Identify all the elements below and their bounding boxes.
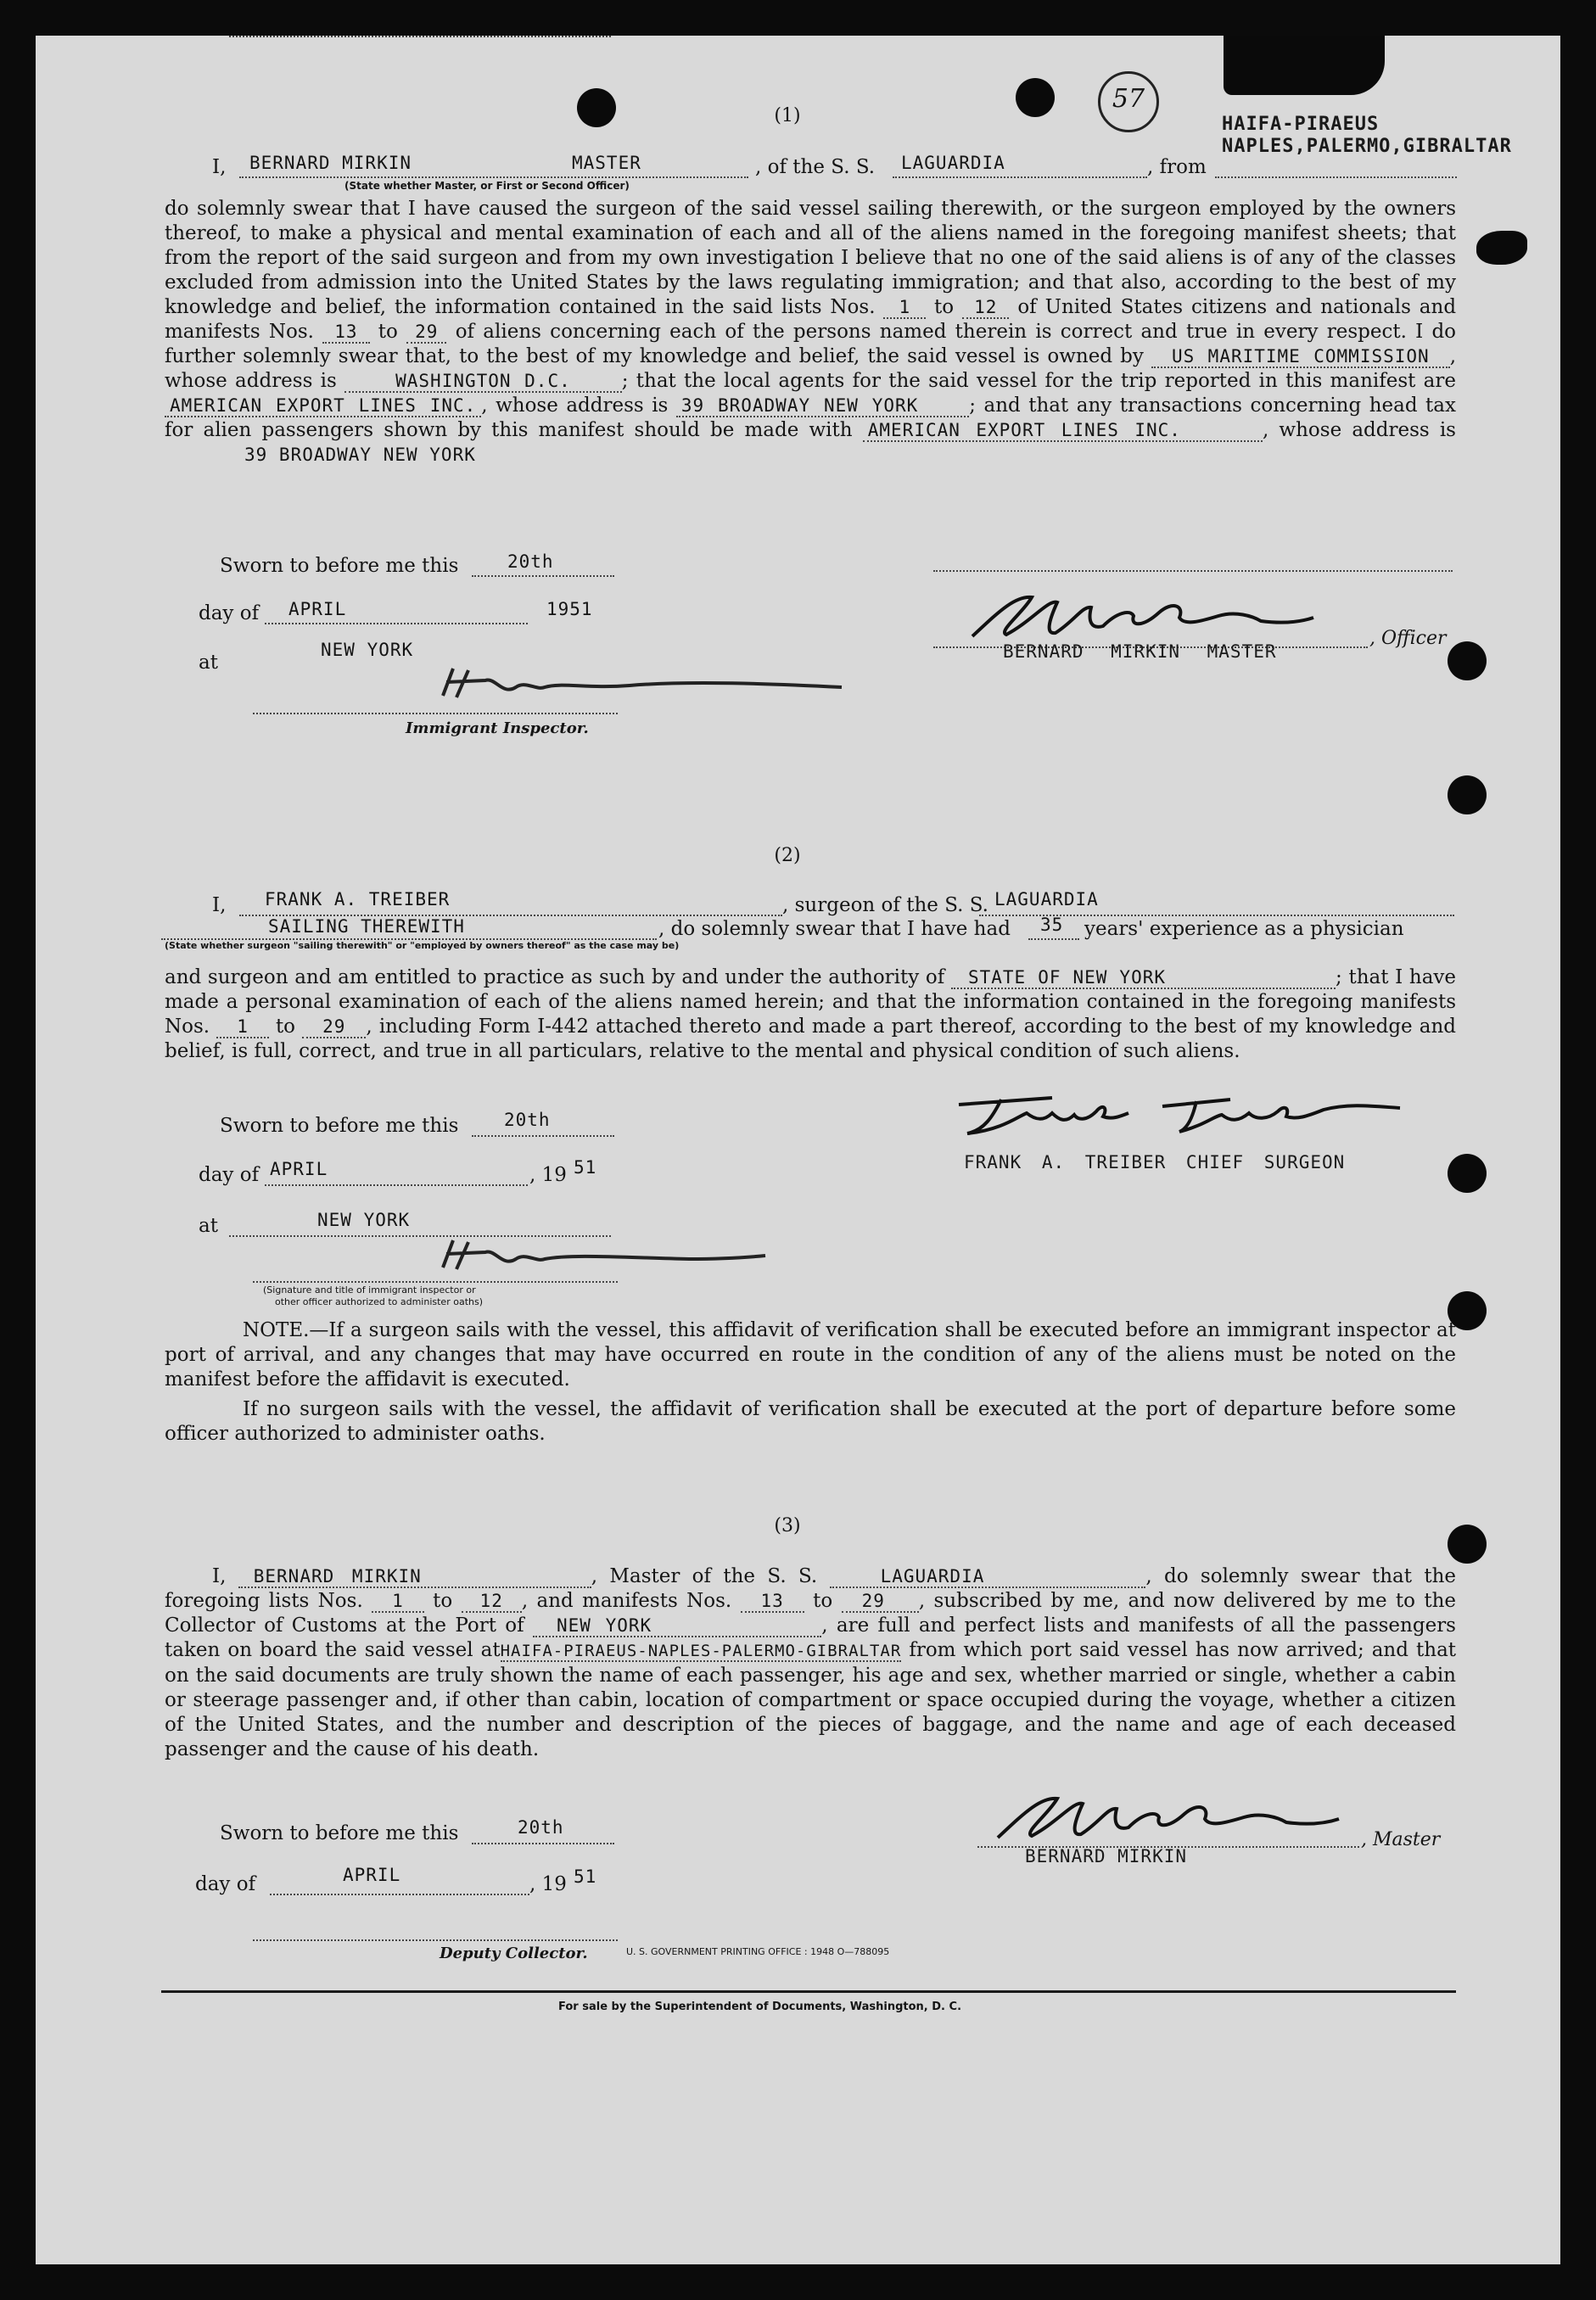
s3-master-name: BERNARD MIRKIN [238,1566,591,1588]
s2-to-label: to [275,1016,296,1038]
s2-authority: STATE OF NEW YORK [951,967,1336,989]
s1-inspector-line [253,713,618,714]
s2-para-a: and surgeon and am entitled to practice as such by and under the authority of [165,966,945,988]
s3-collector-caption: Deputy Collector. [440,1945,588,1962]
ink-blot-right [1476,231,1527,265]
s2-year-suffix: 51 [574,1157,597,1178]
s1-headtax-address: 39 BROADWAY NEW YORK [244,445,476,465]
section-1-heading: (1) [774,105,801,126]
s3-year-prefix: , 19 [529,1873,567,1895]
s2-vessel: LAGUARDIA [994,889,1099,909]
page-number-stamp [1098,71,1159,132]
s1-officer-name: BERNARD MIRKIN [249,153,412,173]
route-header-line1: HAIFA-PIRAEUS [1222,114,1380,135]
s2-sworn-day: 20th [504,1110,551,1130]
s1-whose-address-label: , whose address is [165,345,1456,392]
s3-lists-from: 1 [372,1591,424,1613]
s1-sworn-line [472,575,614,577]
s3-master-caption: , Master [1361,1829,1441,1850]
s3-month-line [270,1894,529,1895]
s1-place-line [229,36,611,37]
s3-swear-lists-label: swear that the foregoing lists Nos. [165,1565,1457,1612]
s1-of-ss-label: , of the S. S. [755,156,876,178]
s3-year-suffix: 51 [574,1866,597,1887]
punch-hole-top-left [577,88,616,127]
s2-manifests-to: 29 [302,1016,366,1038]
s1-from-line [1215,176,1457,178]
s3-perfect-label: , are full and perfect lists and [821,1614,1130,1637]
s2-para-c: , including Form I-442 attached thereto and made a part thereof, according to the best of my knowledge and belief, is full, correct, and true in all particulars, relative to the mental and physical condition of such aliens. [165,1016,1457,1062]
s2-inspector-line [253,1281,618,1283]
s3-i-label: I, [212,1565,227,1587]
s2-month-line [265,1184,528,1186]
s1-day-of-label: day of [199,602,260,624]
s3-day-of-label: day of [195,1873,256,1895]
s2-year-prefix: , 19 [529,1164,567,1186]
s3-route: HAIFA-PIRAEUS-NAPLES-PALERMO-GIBRALTAR [500,1642,902,1660]
printing-office-line: U. S. GOVERNMENT PRINTING OFFICE : 1948 O—788095 [626,1946,890,1957]
s3-to-label-1: to [433,1590,453,1612]
s1-agents-address-label: whose address is [496,395,669,417]
s3-lists-to: 12 [462,1591,522,1613]
s1-officer-line [239,176,748,178]
s2-years-label: years' experience as a physician [1084,918,1404,940]
s2-note-1: NOTE.—If a surgeon sails with the vessel, this affidavit of verification shall be executed before an immigrant inspector at port of arrival, and any changes that may have occurred en route in the condition of any of the aliens must be noted on the manifest before the affidavit is executed. [165,1319,1456,1391]
s3-manifests-label: , and manifests Nos. [521,1590,732,1612]
s1-month: APRIL [288,599,347,619]
s1-sworn-label: Sworn to before me this [220,555,459,577]
s2-i-label: I, [212,894,227,916]
s1-vessel: LAGUARDIA [901,153,1005,173]
punch-hole-right-1 [1448,641,1487,680]
s1-master-typed: BERNARD MIRKIN MASTER [1003,641,1277,662]
s3-month: APRIL [343,1865,401,1885]
punch-hole-right-5 [1448,1525,1487,1564]
s1-para-c: of aliens concerning each of the persons named therein is correct and true in every respect. I do further solemnly swear that, to the best of my knowledge and belief, the said vessel is owned by [165,321,1457,367]
route-header-line2: NAPLES,PALERMO,GIBRALTAR [1222,136,1512,157]
s1-officer-sign-top-line [933,570,1453,572]
s3-delivered-label: delivered by me to the Collector of Customs at the Port of [165,1590,1456,1637]
s3-master-of-label: , Master of the S. S. [591,1565,818,1587]
s3-master-signature [989,1788,1346,1848]
section-3-heading: (3) [774,1515,801,1536]
s2-at-label: at [199,1215,218,1237]
s1-officer-rank: MASTER [572,153,641,173]
s3-vessel: LAGUARDIA [830,1566,1146,1588]
s1-manifests-to: 29 [406,322,446,344]
s2-manifests-from: 1 [216,1016,269,1038]
s2-day-of-label: day of [199,1164,260,1186]
s3-port: NEW YORK [533,1615,821,1637]
footer-rule [161,1990,1456,1993]
s1-month-line [265,623,528,624]
s2-years: 35 [1040,915,1064,935]
s1-owner: US MARITIME COMMISSION [1151,346,1450,368]
s2-sworn-line [472,1135,614,1137]
for-sale-line: For sale by the Superintendent of Documents, Washington, D. C. [558,2001,962,2013]
stamp-number: 57 [1112,84,1145,114]
s1-para-b: of United States citizens and nationals and manifests Nos. [165,296,1457,343]
s1-i-label: I, [212,156,227,178]
s3-para-rest: port said vessel has now arrived; and that on the said documents are truly shown the name of each passenger, his age and sex, whether married or single, whether a cabin or steerage passenger and, if other than cabin, location of compartment or space occupied during the voyage, whether a citizen of the United States, and the number and description of the pieces of baggage, and the name and age of each deceased passenger and the cause of his death. [165,1639,1457,1760]
s2-note-2: If no surgeon sails with the vessel, the affidavit of verification shall be executed at the port of departure before some officer authorized to administer oaths. [165,1398,1456,1445]
s2-surgeon-signature [950,1083,1408,1142]
s3-sworn-day: 20th [518,1817,564,1838]
s1-to-label-2: to [378,321,398,343]
s3-sworn-label: Sworn to before me this [220,1822,459,1844]
s2-surgeon-name: FRANK A. TREIBER [265,889,451,909]
s1-place: NEW YORK [321,640,414,660]
s1-vessel-line [893,176,1147,178]
s1-inspector-caption: Immigrant Inspector. [406,719,589,737]
s3-to-label-2: to [813,1590,833,1612]
s3-master-typed: BERNARD MIRKIN [1025,1846,1188,1866]
s2-para-b: that I have made a personal examination of each of the aliens named herein; and that the information contained in the foregoing manifests Nos. [165,966,1457,1038]
s3-from-which-label: from which [909,1639,1023,1661]
s1-manifests-from: 13 [322,322,369,344]
punch-hole-right-3 [1448,1154,1487,1193]
s1-at-label: at [199,652,218,674]
s2-inspector-caption-1: (Signature and title of immigrant inspector or [263,1284,476,1295]
s3-subscribed-label: , subscribed by me, and now [918,1590,1215,1612]
s3-sworn-line [472,1843,614,1844]
s1-to-label-1: to [934,296,955,318]
s2-notes [165,1318,1456,1447]
s1-agents: AMERICAN EXPORT LINES INC. [165,395,481,417]
s1-para-a: do solemnly swear that I have caused the surgeon of the said vessel sailing therewith, or the surgeon employed by the owners thereof, to make a physical and mental examination of each and all of the aliens named in the foregoing manifest sheets; that from the report of the said surgeon and from my own investigation I believe that no one of the said aliens is of any of the classes excluded from admission into the United States by the laws regulating immigration; and that also, according to the best of my knowledge and belief, the information contained in the said lists Nos. [165,198,1456,318]
s3-body [165,1564,1456,1762]
s2-surgeon-typed: FRANK A. TREIBER CHIEF SURGEON [964,1152,1346,1172]
s2-surgeon-of-label: , surgeon of the S. S. [782,894,988,916]
s1-year: 1951 [546,599,593,619]
s1-lists-from: 1 [883,297,926,319]
s2-inspector-signature [434,1234,774,1284]
manifest-form-page [36,36,1560,2264]
s3-manifests-to: 29 [842,1591,919,1613]
s1-from-label: , from [1147,156,1207,178]
s1-rank-caption: (State whether Master, or First or Second Officer) [344,180,630,192]
s1-owner-address: WASHINGTON D.C. [344,371,622,393]
s2-sailing-caption: (State whether surgeon "sailing therewith" or "employed by owners thereof" as the case may be) [165,940,680,951]
s1-inspector-signature [434,662,859,713]
s1-headtax-whose: , whose address is [1262,419,1456,441]
torn-corner-mark [1224,36,1385,95]
punch-hole-top-center [1016,78,1055,117]
s2-body: and surgeon and am entitled to practice as such by and under the authority of STATE OF NEW YORK ; that I have made a personal examination of each of the aliens named herein; and that the information contained in the foregoing manifests Nos. 1 to 29 , including Form I-442 attached thereto and made a part thereof, according to the best of my knowledge and belief, is full, correct, and true in all particulars, relative to the mental and physical condition of such aliens. [165,966,1457,1062]
s1-agents-label: that the local agents for the said vessel for the trip reported in this manifest are [636,370,1457,392]
s3-manifests-from: 13 [741,1591,804,1613]
s1-lists-to: 12 [962,297,1009,319]
section-2-heading: (2) [774,845,801,866]
s1-officer-caption: , Officer [1369,628,1447,649]
s2-inspector-caption-2: other officer authorized to administer oaths) [275,1296,483,1307]
s2-sworn-label: Sworn to before me this [220,1115,459,1137]
s2-years-line [1028,938,1079,940]
s1-agents-address: 39 BROADWAY NEW YORK [676,395,969,417]
s2-month: APRIL [270,1159,328,1179]
s1-master-signature [964,587,1320,646]
punch-hole-right-2 [1448,775,1487,814]
s1-body: do solemnly swear that I have caused the surgeon of the said vessel sailing therewith, or the surgeon employed by the owners thereof, to make a physical and mental examination of each and all of the aliens named in the foregoing manifest sheets; that from the report of the said surgeon and from my own investigation I believe that no one of the said aliens is of any of the classes excluded from admission into the United States by the laws regulating immigration; and that also, according to the best of my knowledge and belief, the information contained in the said lists Nos. 1 to 12 of United States citizens and nationals and manifests Nos. 13 to 29 of aliens concerning each of the persons named therein is correct and true in every respect. I do further solemnly swear that, to the best of my knowledge and belief, the said vessel is owned by US MARITIME COMMISSION , whose address is WASHINGTON D.C. ; that the local agents for the said vessel for the trip reported in this manifest are AMERICAN EXPORT LINES INC. , whose address is 39 BROADWAY NEW YORK ; and that any transactions concerning head tax for alien passengers shown by this manifest should be made with AMERICAN EXPORT LINES INC. , whose address is 39 BROADWAY NEW YORK [165,198,1457,465]
s3-manifests-all-label: manifests of all the passengers taken on board the said vessel at [165,1614,1456,1661]
s1-sworn-day: 20th [507,551,554,572]
s2-sailing: SAILING THEREWITH [268,916,465,937]
s1-headtax-label: ; and that any transactions concerning head tax for alien passengers shown by this manifest should be made with [165,395,1456,441]
s3-solemnly-label: , do solemnly [1145,1565,1289,1587]
s3-collector-line [253,1939,618,1941]
s2-place: NEW YORK [317,1210,411,1230]
s2-swear-label: , do solemnly swear that I have had [658,918,1011,940]
s1-headtax-party: AMERICAN EXPORT LINES INC. [863,420,1263,442]
